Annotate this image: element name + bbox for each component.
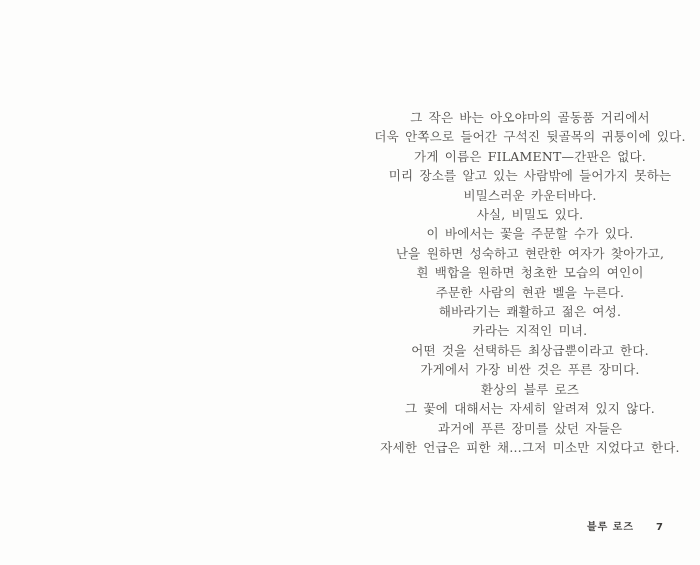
poem-line: 과거에 푸른 장미를 샀던 자들은 bbox=[437, 420, 623, 436]
poem-line: 비밀스러운 카운터바다. bbox=[463, 187, 597, 203]
poem-line: 어떤 것을 선택하든 최상급뿐이라고 한다. bbox=[411, 342, 649, 358]
poem-line: 이 바에서는 꽃을 주문할 수가 있다. bbox=[426, 226, 634, 242]
poem-line: 그 작은 바는 아오야마의 골동품 거리에서 bbox=[410, 110, 650, 125]
poem-line: 자세한 언급은 피한 채…그저 미소만 지었다고 한다. bbox=[380, 439, 680, 455]
footer-book-title: 블루 로즈 bbox=[586, 522, 635, 533]
poem-line: 그 꽃에 대해서는 자세히 알려져 있지 않다. bbox=[405, 401, 655, 417]
poem-text-block bbox=[348, 108, 700, 457]
poem-line: 난을 원하면 성숙하고 현란한 여자가 찾아가고, bbox=[395, 245, 665, 261]
poem-line: 주문한 사람의 현관 벨을 누른다. bbox=[435, 284, 625, 300]
poem-line: 더욱 안쪽으로 들어간 구석진 뒷골목의 귀퉁이에 있다. bbox=[374, 129, 686, 145]
footer-page-number: 7 bbox=[656, 522, 663, 533]
poem-line: 사실, 비밀도 있다. bbox=[476, 207, 584, 223]
poem-line: 해바라기는 쾌활하고 젊은 여성. bbox=[438, 304, 622, 320]
poem-line: 흰 백합을 원하면 청초한 모습의 여인이 bbox=[416, 265, 644, 281]
poem-line: 가게에서 가장 비싼 것은 푸른 장미다. bbox=[420, 362, 640, 378]
poem-line: 환상의 블루 로즈 bbox=[480, 381, 580, 397]
poem-line: 카라는 지적인 미녀. bbox=[472, 323, 588, 339]
page-footer bbox=[587, 518, 663, 533]
poem-line: 미리 장소를 알고 있는 사람밖에 들어가지 못하는 bbox=[388, 168, 672, 184]
poem-line: 가게 이름은 FILAMENT—간판은 없다. bbox=[414, 148, 646, 164]
